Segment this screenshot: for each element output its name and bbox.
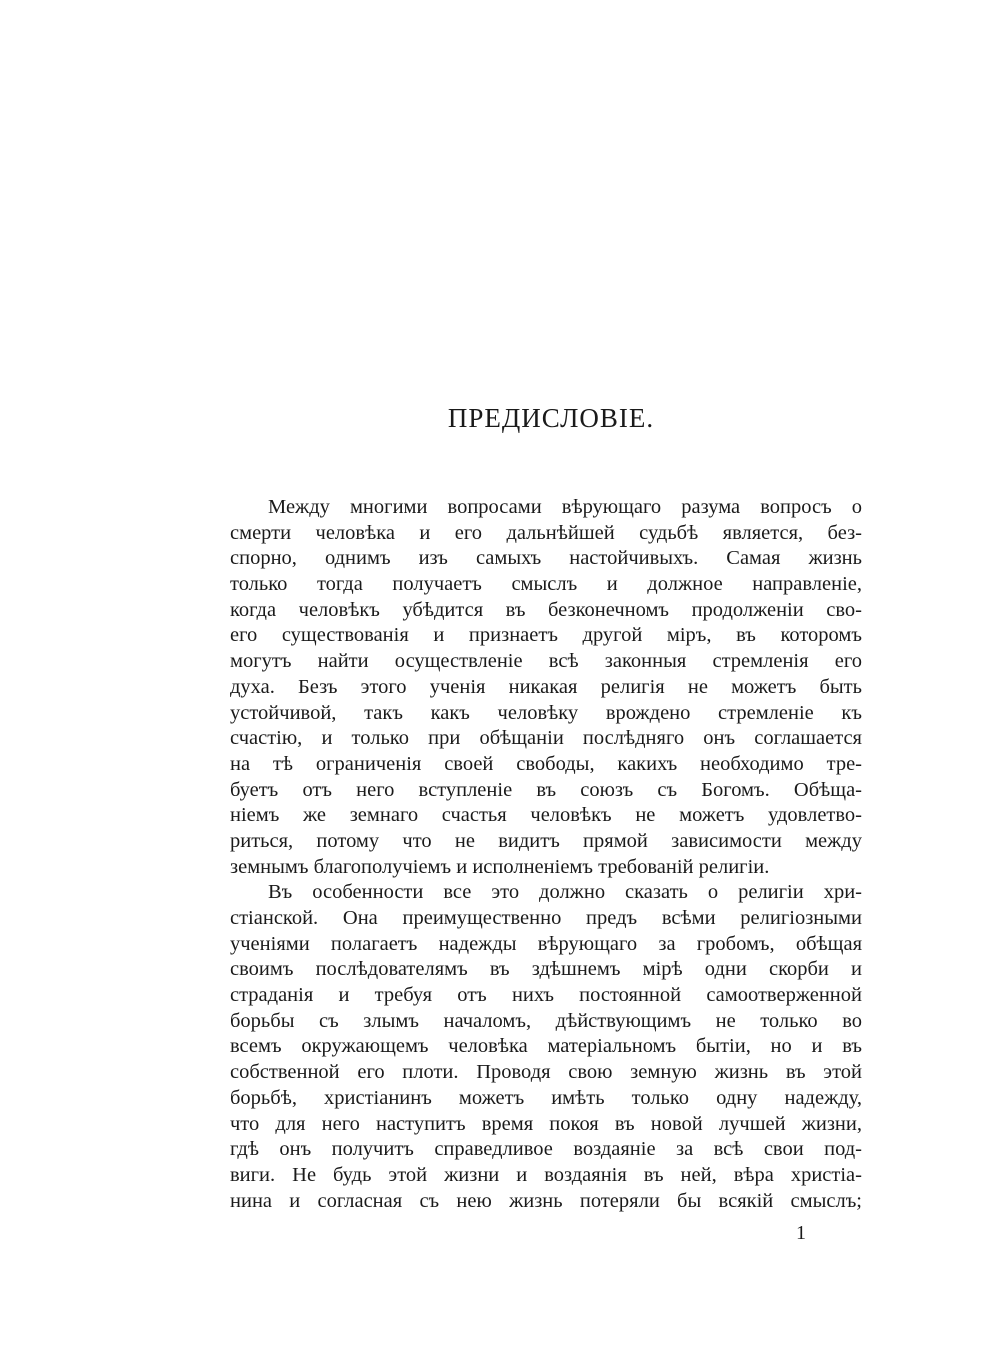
text-line: своимъ послѣдователямъ въ здѣшнемъ мірѣ одни скорби и: [230, 958, 862, 981]
text-line: Въ особенности все это должно сказать о религіи хри-: [268, 881, 862, 904]
text-line: Между многими вопросами вѣрующаго разума вопросъ о: [268, 496, 862, 518]
text-line: собственной его плоти. Проводя свою земную жизнь въ этой: [230, 1061, 862, 1084]
text-line: что для него наступитъ время покоя въ новой лучшей жизни,: [230, 1112, 862, 1135]
text-line: всемъ окружающемъ человѣка матеріальномъ бытіи, но и въ: [230, 1035, 862, 1058]
text-line: ніемъ же земнаго счастья человѣкъ не можетъ удовлетво-: [230, 804, 862, 827]
text-line: духа. Безъ этого ученія никакая религія не можетъ быть: [230, 675, 862, 698]
text-line: только тогда получаетъ смыслъ и должное направленіе,: [230, 573, 862, 596]
text-line: ученіями полагаетъ надежды вѣрующаго за гробомъ, обѣщая: [230, 932, 862, 955]
text-line: на тѣ ограниченія своей свободы, какихъ необходимо тре-: [230, 752, 862, 775]
text-line: борьбѣ, христіанинъ можетъ имѣть только одну надежду,: [230, 1086, 862, 1109]
text-line: стіанской. Она преимущественно предъ всѣми религіозными: [230, 907, 862, 929]
text-line: виги. Не будь этой жизни и воздаянія въ ней, вѣра христіа-: [230, 1163, 862, 1186]
text-line: страданія и требуя отъ нихъ постоянной самоотверженной: [230, 984, 862, 1007]
text-line: буетъ отъ него вступленіе въ союзъ съ Богомъ. Обѣща-: [230, 778, 862, 801]
text-line: счастію, и только при обѣщаніи послѣдняго онъ соглашается: [230, 727, 862, 750]
page-number: 1: [796, 1222, 806, 1244]
body-text: [230, 495, 862, 1214]
text-line: земнымъ благополучіемъ и исполненіемъ требованій религіи.: [230, 855, 770, 878]
text-line: его существованія и признаетъ другой міръ, въ которомъ: [230, 624, 862, 647]
paragraph-2: [230, 880, 862, 1214]
text-line: нина и согласная съ нею жизнь потеряли бы всякій смыслъ;: [230, 1189, 862, 1212]
text-line: риться, потому что не видитъ прямой зависимости между: [230, 829, 862, 852]
text-line: гдѣ онъ получитъ справедливое воздаяніе за всѣ свои под-: [230, 1138, 862, 1161]
paragraph-1: [230, 495, 862, 880]
text-line: когда человѣкъ убѣдится въ безконечномъ продолженіи сво-: [230, 598, 862, 621]
text-line: борьбы съ злымъ началомъ, дѣйствующимъ не только во: [230, 1009, 862, 1032]
page-title: ПРЕДИСЛОВІЕ.: [447, 403, 655, 433]
text-line: могутъ найти осуществленіе всѣ законныя стремленія его: [230, 650, 862, 673]
text-line: спорно, однимъ изъ самыхъ настойчивыхъ. Самая жизнь: [230, 547, 862, 570]
text-line: устойчивой, такъ какъ человѣку врождено стремленіе къ: [230, 701, 862, 724]
text-line: смерти человѣка и его дальнѣйшей судьбѣ является, без-: [230, 521, 862, 544]
